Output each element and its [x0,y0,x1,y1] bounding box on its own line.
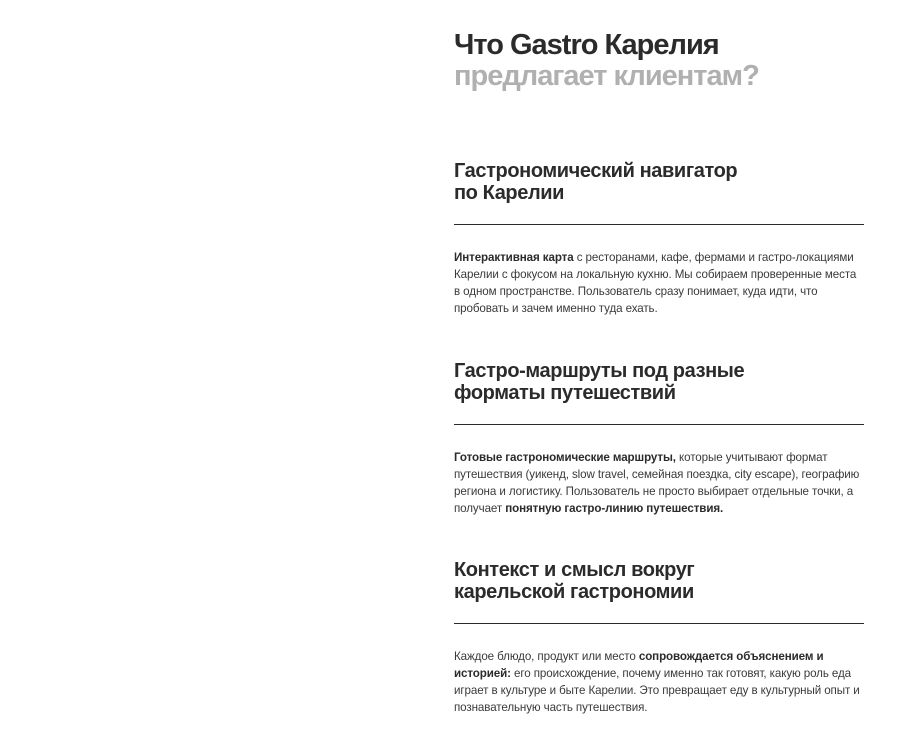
body-bold-text: Готовые гастрономические маршруты, [454,451,676,464]
section-title [454,160,864,204]
section-divider [454,424,864,425]
page-title-line-2: предлагает клиентам? [454,60,759,92]
body-bold-text: сопровождается объяснением и историей: [454,650,824,680]
body-bold-text: Интерактивная карта [454,251,574,264]
section-title-line-1: Гастро-маршруты под разные [454,360,745,382]
section-title [454,559,864,603]
body-text: с ресторанами, кафе, фермами и гастро-локациями Карелии с фокусом на локальную кухню. Мы собираем проверенные места в одном пространстве. Пользователь сразу понимает, куда идти, что пробовать и зачем именно туда ехать. [454,251,857,315]
section-title [454,360,864,404]
section-title-line-1: Гастрономический навигатор [454,160,738,182]
body-bold-text-2: понятную гастро-линию путешествия. [505,502,724,515]
section-title-line-2: форматы путешествий [454,382,676,404]
section-divider [454,224,864,225]
section-body [454,249,862,317]
section-title-line-2: карельской гастрономии [454,581,694,603]
page-title [454,30,864,92]
section-title-line-1: Контекст и смысл вокруг [454,559,695,581]
body-text: его происхождение, почему именно так готовят, какую роль еда играет в культуре и быте Карелии. Это превращает еду в культурный опыт и познавательную часть путешествия. [454,667,860,714]
page-title-line-1: Что Gastro Карелия [454,29,719,61]
section-title-line-2: по Карелии [454,182,565,204]
section-routes [454,360,864,515]
section-navigator [454,160,864,315]
content-column [454,29,864,714]
body-text: которые учитывают формат путешествия (уикенд, slow travel, семейная поездка, city escape), географию региона и логистику. Пользователь не просто выбирает отдельные точки, а получает [454,451,860,515]
section-body [454,449,862,517]
section-context [454,559,864,714]
section-body [454,648,862,716]
section-divider [454,623,864,624]
body-text-intro: Каждое блюдо, продукт или место [454,650,639,663]
